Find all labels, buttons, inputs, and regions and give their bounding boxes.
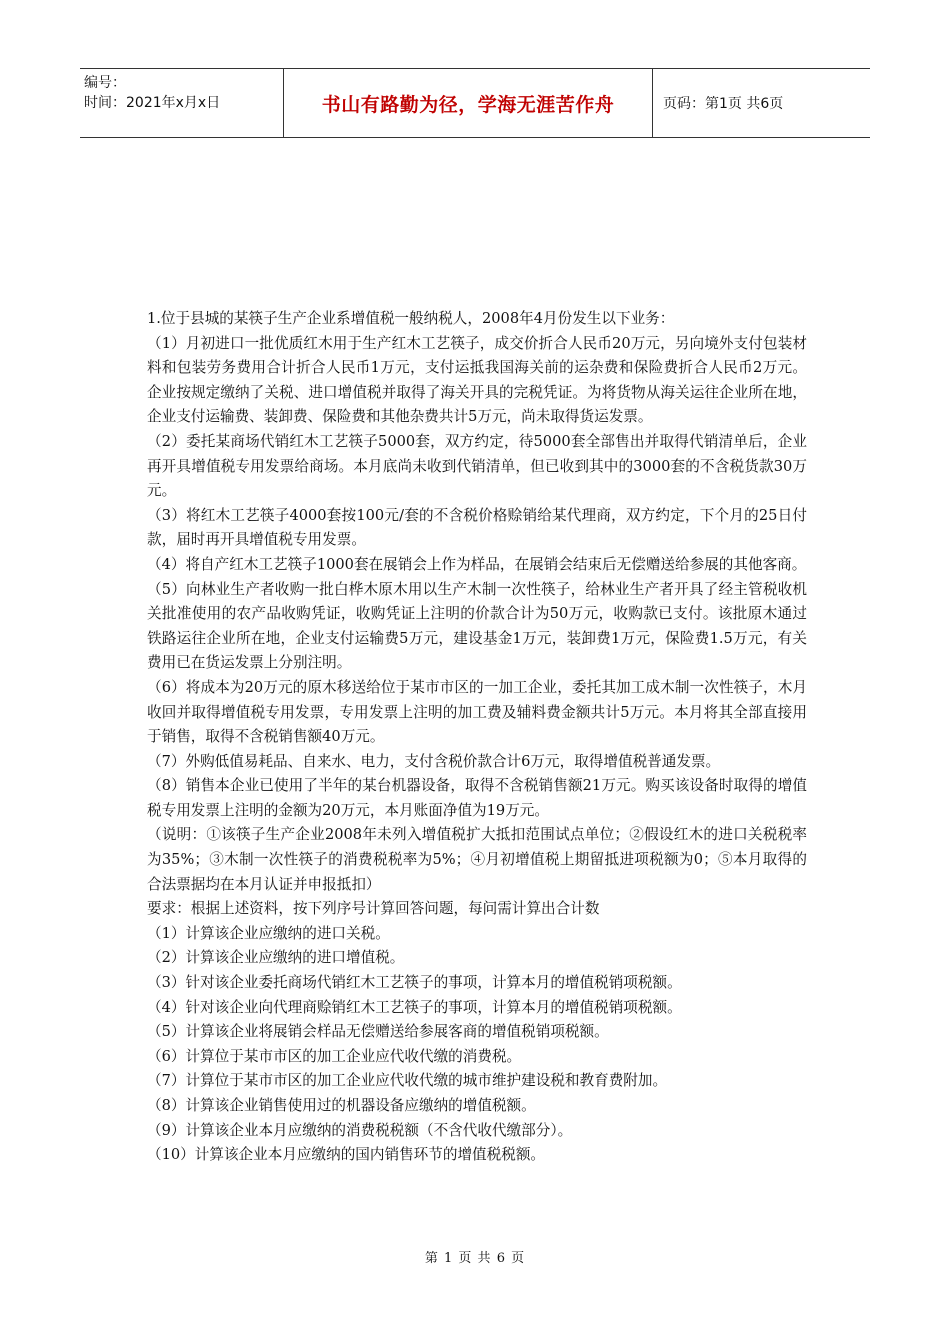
header-motto: 书山有路勤为径，学海无涯苦作舟 [321, 93, 615, 116]
requirement-item-6: （6）计算位于某市市区的加工企业应代收代缴的消费税。 [147, 1047, 522, 1065]
business-item-1: （1）月初进口一批优质红木用于生产红木工艺筷子，成交价折合人民币20万元，另向境外支付包装材料和包装劳务费用合计折合人民币1万元，支付运抵我国海关前的运杂费和保险费折合人民币2万元。企业按规定缴纳了关税、进口增值税并取得了海关开具的完税凭证。为将货物从海关运往企业所在地，企业支付运输费、装卸费、保险费和其他杂费共计5万元，尚未取得货运发票。 [147, 334, 807, 426]
business-item-8: （8）销售本企业已使用了半年的某台机器设备，取得不含税销售额21万元。购买该设备时取得的增值税专用发票上注明的金额为20万元，本月账面净值为19万元。 [147, 777, 807, 819]
requirement-item-9: （9）计算该企业本月应缴纳的消费税税额（不含代收代缴部分）。 [147, 1121, 573, 1139]
document-date: 时间：2021年x月x日 [84, 95, 221, 111]
document-number-label: 编号： [84, 75, 126, 91]
page-footer: 第 1 页 共 6 页 [424, 1251, 526, 1266]
requirement-item-10: （10）计算该企业本月应缴纳的国内销售环节的增值税税额。 [147, 1146, 546, 1164]
business-item-6: （6）将成本为20万元的原木移送给位于某市市区的一加工企业，委托其加工成木制一次性筷子，木月收回并取得增值税专用发票，专用发票上注明的加工费及辅料费金额共计5万元。本月将其全部直接用于销售，取得不含税销售额40万元。 [147, 678, 807, 746]
business-item-5: （5）向林业生产者收购一批白桦木原木用以生产木制一次性筷子，给林业生产者开具了经主管税收机关批准使用的农产品收购凭证，收购凭证上注明的价款合计为50万元，收购款已支付。该批原木通过铁路运往企业所在地，企业支付运输费5万元，建设基金1万元，装卸费1万元，保险费1.5万元，有关费用已在货运发票上分别注明。 [147, 580, 807, 672]
requirement-item-2: （2）计算该企业应缴纳的进口增值税。 [147, 949, 405, 967]
requirement-item-7: （7）计算位于某市市区的加工企业应代收代缴的城市维护建设税和教育费附加。 [147, 1072, 668, 1090]
document-body [147, 307, 807, 1168]
requirement-item-4: （4）针对该企业向代理商赊销红木工艺筷子的事项，计算本月的增值税销项税额。 [147, 998, 682, 1016]
business-item-2: （2）委托某商场代销红木工艺筷子5000套，双方约定，待5000套全部售出并取得代销清单后，企业再开具增值税专用发票给商场。本月底尚未收到代销清单，但已收到其中的3000套的不含税货款30万元。 [147, 432, 807, 500]
requirement-item-8: （8）计算该企业销售使用过的机器设备应缴纳的增值税额。 [147, 1097, 536, 1114]
document-header [80, 68, 870, 138]
business-item-3: （3）将红木工艺筷子4000套按100元/套的不含税价格赊销给某代理商，双方约定，下个月的25日付款，届时再开具增值税专用发票。 [147, 506, 807, 549]
question-intro: 1.位于县城的某筷子生产企业系增值税一般纳税人，2008年4月份发生以下业务： [147, 310, 675, 327]
header-motto-cell [283, 69, 653, 137]
header-page-code: 页码：第1页 共6页 [663, 96, 784, 112]
header-meta-cell [80, 69, 283, 137]
business-item-7: （7）外购低值易耗品、自来水、电力，支付含税价款合计6万元，取得增值税普通发票。 [147, 752, 721, 770]
business-item-4: （4）将自产红木工艺筷子1000套在展销会上作为样品，在展销会结束后无偿赠送给参展的其他客商。 [147, 555, 807, 573]
header-page-cell [653, 69, 870, 137]
requirements-heading: 要求：根据上述资料，按下列序号计算回答问题，每问需计算出合计数 [147, 900, 600, 918]
requirement-item-5: （5）计算该企业将展销会样品无偿赠送给参展客商的增值税销项税额。 [147, 1023, 609, 1041]
requirement-item-3: （3）针对该企业委托商场代销红木工艺筷子的事项，计算本月的增值税销项税额。 [147, 974, 682, 992]
requirement-item-1: （1）计算该企业应缴纳的进口关税。 [147, 924, 390, 942]
explanation-note: （说明：①该筷子生产企业2008年未列入增值税扩大抵扣范围试点单位；②假设红木的进口关税税率为35%；③木制一次性筷子的消费税税率为5%；④月初增值税上期留抵进项税额为0；⑤本月取得的合法票据均在本月认证并申报抵扣） [147, 826, 807, 893]
